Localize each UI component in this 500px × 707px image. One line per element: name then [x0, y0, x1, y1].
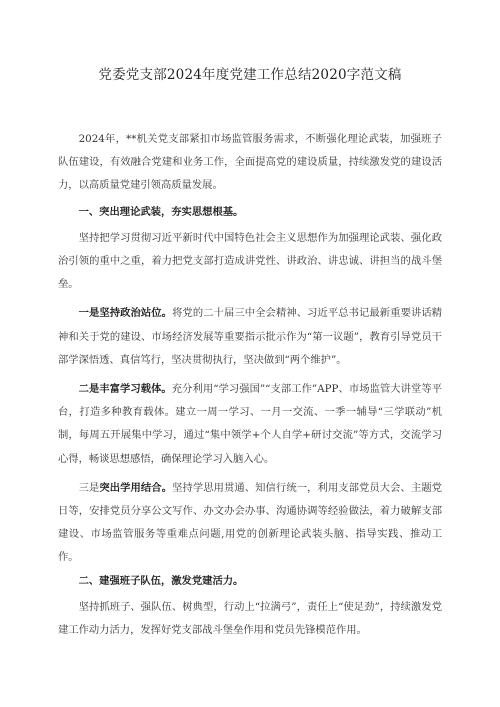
point-1-body: 党的二十届三中全会精神、习近平总书记最新重要讲话精神和关于党的建设、市场经济发展等重要指示批示作为“第一议题”，教育引导党员干部学深悟透、真信笃行，坚决贯彻执行，坚决做到“两个维护”。 [58, 307, 443, 366]
point-2-paragraph [58, 378, 442, 471]
section-1-paragraph: 坚持把学习贯彻习近平新时代中国特色社会主义思想作为加强理论武装、强化政治引领的重中之重，着力把党支部打造成讲党性、讲政治、讲忠诚、讲担当的战斗堡垒。 [58, 231, 442, 291]
point-2-body: 充分利用“学习强国”“支部工作”APP、市场监管大讲堂等平台，打造多种教育载体。建立一周一学习、一月一交流、一季一辅导“三学联动”机制，每周五开展集中学习，通过“集中领学+个人自学+研讨交流”等方式，交流学习心得，畅谈思想感悟，确保理论学习入脑入心。 [58, 383, 443, 465]
point-1-paragraph [58, 302, 442, 372]
point-1-lead-pre: 将 [172, 307, 183, 320]
point-1-lead: 一是坚持政治站位。 [78, 307, 173, 320]
point-3-lead: 突出学用结合。 [99, 481, 173, 494]
point-2-lead: 二是丰富学习载体。 [78, 383, 172, 396]
point-3-body: 坚持学思用贯通、知信行统一，利用支部党员大会、主题党日等，安排党员分享公文写作、办文办会办事、沟通协调等经验做法，着力破解支部建设、市场监管服务等重难点问题,用党的创新理论武装头脑、指导实践、推动工作。 [58, 481, 443, 564]
section-1-heading: 一、突出理论武装，夯实思想根基。 [78, 205, 244, 218]
section-2-heading: 二、建强班子队伍，激发党建活力。 [78, 574, 244, 587]
section-2-paragraph: 坚持抓班子、强队伍、树典型，行动上“拉满弓”，责任上“使足劲”，持续激发党建工作动力活力，发挥好党支部战斗堡垒作用和党员先锋模范作用。 [58, 600, 442, 637]
intro-paragraph: 2024年，**机关党支部紧扣市场监管服务需求，不断强化理论武装，加强班子队伍建设，有效融合党建和业务工作，全面提高党的建设质量，持续激发党的建设活力，以高质量党建引领高质量发展。 [58, 133, 442, 192]
point-3-pre: 三是 [78, 481, 100, 494]
document-title: 党委党支部2024年度党建工作总结2020字范文稿 [98, 67, 402, 83]
point-3-paragraph [58, 477, 442, 570]
